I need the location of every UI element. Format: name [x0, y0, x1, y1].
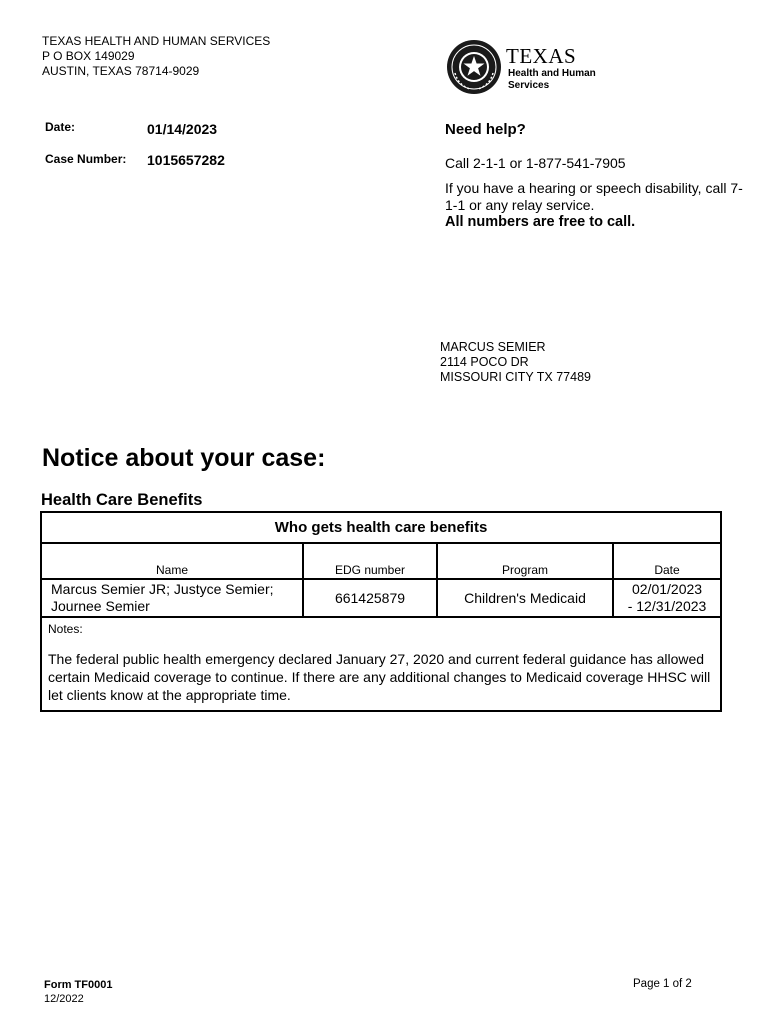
table-row — [41, 579, 721, 617]
form-date: 12/2022 — [44, 993, 84, 1005]
column-header-edg: EDG number — [303, 543, 437, 579]
help-title: Need help? — [445, 121, 526, 138]
cell-edg-number: 661425879 — [303, 579, 437, 617]
logo-subtitle — [508, 68, 596, 92]
logo-wordmark: TEXAS — [506, 44, 577, 68]
recipient-address — [440, 340, 591, 385]
benefits-table — [40, 511, 722, 712]
sender-address-line2: AUSTIN, TEXAS 78714-9029 — [42, 64, 200, 78]
cell-date-start: 02/01/2023 — [631, 581, 703, 597]
column-header-date: Date — [613, 543, 721, 579]
section-title: Health Care Benefits — [41, 491, 203, 509]
state-seal-icon — [446, 39, 502, 95]
sender-name: TEXAS HEALTH AND HUMAN SERVICES — [42, 34, 271, 48]
texas-hhs-logo — [443, 36, 598, 100]
recipient-city: MISSOURI CITY TX 77489 — [440, 370, 591, 384]
recipient-name: MARCUS SEMIER — [440, 340, 546, 354]
help-free-note: All numbers are free to call. — [445, 214, 636, 230]
date-label: Date: — [45, 120, 76, 134]
notice-title: Notice about your case: — [42, 444, 326, 472]
case-number-value: 1015657282 — [147, 152, 225, 168]
help-phone: Call 2-1-1 or 1-877-541-7905 — [445, 155, 626, 171]
cell-program: Children's Medicaid — [437, 579, 613, 617]
form-id: Form TF0001 — [44, 979, 113, 991]
sender-address — [42, 34, 270, 79]
logo-subtitle-line2: Services — [508, 80, 550, 91]
page-number: Page 1 of 2 — [633, 978, 692, 990]
cell-date-end: - 12/31/2023 — [627, 598, 707, 614]
column-header-name: Name — [41, 543, 303, 579]
recipient-street: 2114 POCO DR — [440, 355, 529, 369]
sender-address-line1: P O BOX 149029 — [42, 49, 135, 63]
help-hearing-text: If you have a hearing or speech disability, call 7-1-1 or any relay service. — [445, 180, 743, 213]
logo-subtitle-line1: Health and Human — [508, 68, 596, 79]
notes-label: Notes: — [48, 622, 83, 636]
notes-cell — [41, 617, 721, 711]
date-value: 01/14/2023 — [147, 121, 218, 137]
column-header-program: Program — [437, 543, 613, 579]
cell-date — [613, 579, 721, 617]
table-caption: Who gets health care benefits — [41, 512, 721, 543]
case-number-label: Case Number: — [45, 152, 127, 166]
cell-names: Marcus Semier JR; Justyce Semier; Journee Semier — [41, 579, 303, 617]
notes-text: The federal public health emergency declared January 27, 2020 and current federal guidance has allowed certain Medicaid coverage to continue. If there are any additional changes to Medicaid coverage HHSC will let clients know at the appropriate time. — [48, 651, 711, 703]
